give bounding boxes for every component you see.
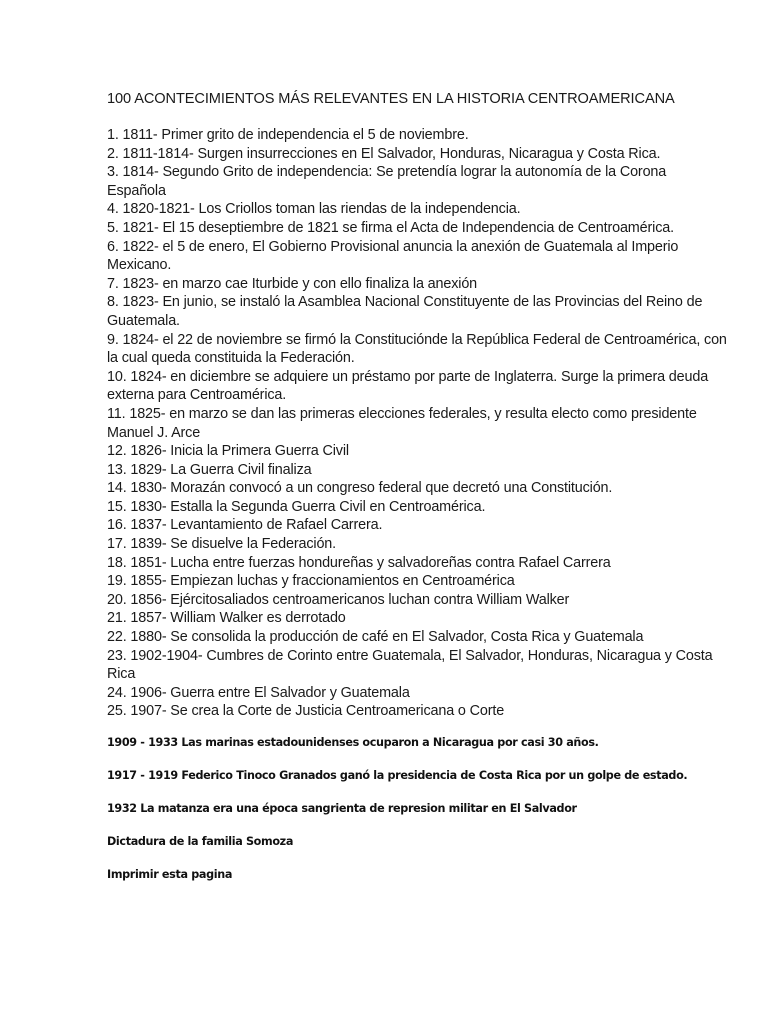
event-item: 9. 1824- el 22 de noviembre se firmó la Constituciónde la República Federal de Centroamérica, con la cual queda constituida la Federación.: [107, 331, 727, 367]
event-item: 6. 1822- el 5 de enero, El Gobierno Provisional anuncia la anexión de Guatemala al Imperio Mexicano.: [107, 238, 679, 274]
event-item: 25. 1907- Se crea la Corte de Justicia Centroamericana o Corte: [107, 703, 505, 720]
event-item: 24. 1906- Guerra entre El Salvador y Guatemala: [107, 684, 410, 701]
events-list: [107, 126, 728, 721]
event-item: 4. 1820-1821- Los Criollos toman las riendas de la independencia.: [107, 201, 521, 218]
event-item: 3. 1814- Segundo Grito de independencia: Se pretendía lograr la autonomía de la Corona Española: [107, 164, 667, 199]
event-item: 21. 1857- William Walker es derrotado: [107, 610, 346, 627]
event-item: 14. 1830- Morazán convocó a un congreso federal que decretó una Constitución.: [107, 480, 613, 497]
document-title: 100 ACONTECIMIENTOS MÁS RELEVANTES EN LA HISTORIA CENTROAMERICANA: [107, 91, 675, 107]
event-item: 17. 1839- Se disuelve la Federación.: [107, 536, 336, 553]
event-item: 12. 1826- Inicia la Primera Guerra Civil: [107, 443, 349, 460]
note-item: Dictadura de la familia Somoza: [107, 835, 294, 848]
event-item: 13. 1829- La Guerra Civil finaliza: [107, 461, 312, 478]
event-item: 18. 1851- Lucha entre fuerzas hondureñas y salvadoreñas contra Rafael Carrera: [107, 554, 611, 571]
print-page-link[interactable]: Imprimir esta pagina: [107, 868, 233, 881]
event-item: 5. 1821- El 15 deseptiembre de 1821 se firma el Acta de Independencia de Centroamérica.: [107, 219, 674, 236]
event-item: 7. 1823- en marzo cae Iturbide y con ello finaliza la anexión: [107, 275, 478, 292]
event-item: 10. 1824- en diciembre se adquiere un préstamo por parte de Inglaterra. Surge la primera deuda externa para Centroamérica.: [107, 368, 709, 404]
notes-section: [107, 735, 728, 883]
event-item: 19. 1855- Empiezan luchas y fraccionamientos en Centroamérica: [107, 573, 515, 590]
event-item: 22. 1880- Se consolida la producción de café en El Salvador, Costa Rica y Guatemala: [107, 629, 644, 646]
note-item: 1909 - 1933 Las marinas estadounidenses ocuparon a Nicaragua por casi 30 años.: [107, 736, 599, 749]
event-item: 16. 1837- Levantamiento de Rafael Carrera.: [107, 517, 383, 534]
event-item: 23. 1902-1904- Cumbres de Corinto entre Guatemala, El Salvador, Honduras, Nicaragua y Costa Rica: [107, 647, 713, 683]
event-item: 20. 1856- Ejércitosaliados centroamericanos luchan contra William Walker: [107, 591, 570, 608]
event-item: 11. 1825- en marzo se dan las primeras elecciones federales, y resulta electo como presidente Manuel J. Arce: [107, 405, 697, 441]
note-item: 1917 - 1919 Federico Tinoco Granados ganó la presidencia de Costa Rica por un golpe de estado.: [107, 769, 688, 782]
event-item: 8. 1823- En junio, se instaló la Asamblea Nacional Constituyente de las Provincias del Reino de Guatemala.: [107, 294, 703, 329]
note-item: 1932 La matanza era una época sangrienta de represion militar en El Salvador: [107, 802, 577, 815]
event-item: 1. 1811- Primer grito de independencia el 5 de noviembre.: [107, 127, 469, 143]
event-item: 2. 1811-1814- Surgen insurrecciones en El Salvador, Honduras, Nicaragua y Costa Rica.: [107, 145, 661, 162]
event-item: 15. 1830- Estalla la Segunda Guerra Civil en Centroamérica.: [107, 498, 486, 515]
